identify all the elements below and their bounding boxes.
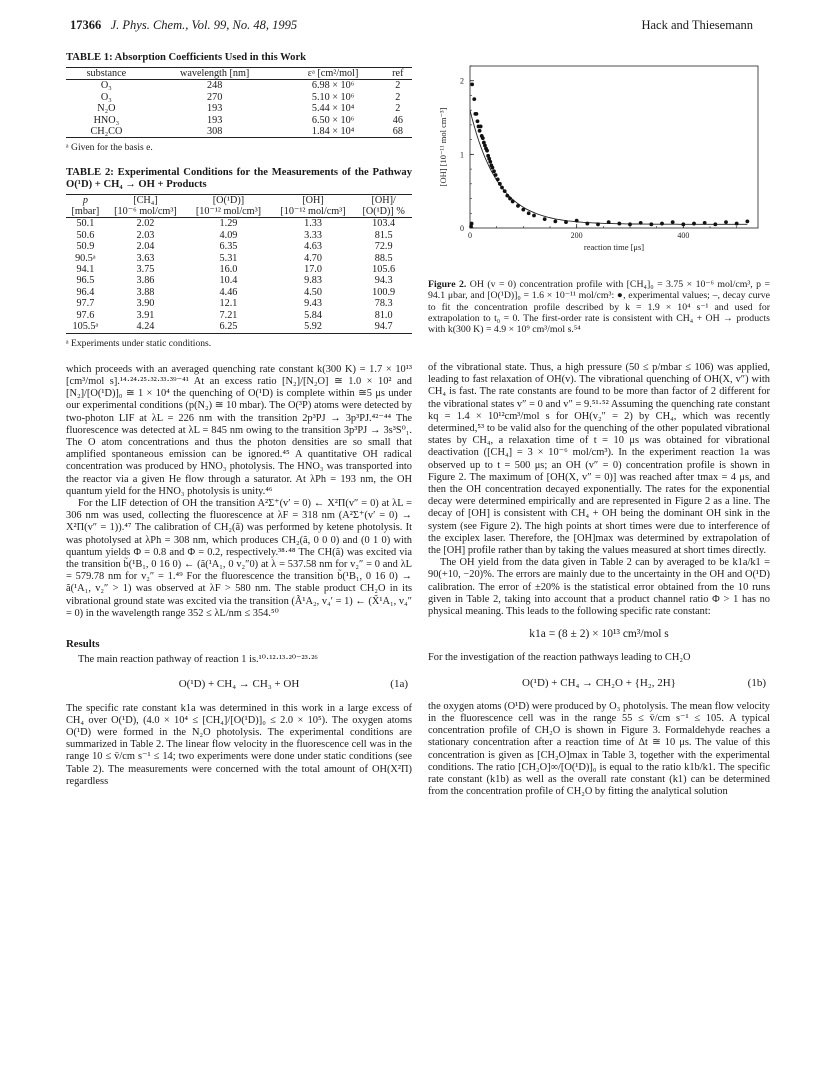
table2-row-cell: 105.5ᵃ <box>66 321 105 333</box>
table2-row-cell: 3.86 <box>136 275 155 287</box>
data-point <box>470 83 474 87</box>
table1-row-cell: 68 <box>384 126 412 138</box>
data-point <box>508 197 512 201</box>
data-point <box>543 217 547 221</box>
table2-row-cell: 5.92 <box>271 321 356 333</box>
left-paragraph-4: The specific rate constant k1a was determined in this work in a large excess of CH₄ over O(¹D), (4.0 × 10⁴ ≤ [CH₄]/[O(¹D)]₀ ≤ 2.0 × 10⁵). The oxygen atoms O(¹D) were formed in the N₂O photolysis. The experimental conditions are summarized in Table 2. The linear flow velocity in the fluorescence cell was in the range 10 ≤ v̄/cm s⁻¹ ≤ 14; two experiments were done under static conditions (see Table 2). The measurements were concerned with the total amount of OH(X²Π) regardless <box>66 702 412 787</box>
table2-caption: TABLE 2: Experimental Conditions for the Measurements of the Pathway O(¹D) + CH₄ → OH + Products <box>66 166 412 190</box>
right-paragraph-1: of the vibrational state. Thus, a high pressure (50 ≤ p/mbar ≤ 106) was applied, leading to fast relaxation of OH(v). The vibrational quenching of OH(X, v″) with CH₄ is fast. The rate constants are found to be more than factor of 2 different for the vibrational states v″ = 0 and v″ = 9.⁵¹·⁵² Assuming the quenching rate constant kq = 1.4 × 10¹²cm³/mol s for OH(v₂″ = 2) by CH₄, which was recently determined,⁵³ to be valid also for the quenching of the other populated vibrational states by CH₄, a relaxation time of t = 10 μs was obtained for vibrational deactivation ([CH₄] = 3 × 10⁻⁶ mol/cm³). In the experiment reaction 1a was observed up to t = 500 μs; an OH (v″ = 0) concentration profile is shown in Figure 2. The maximum of [OH(X, v″ = 0)] was reached after tmax = 4 μs, and then the OH concentration decayed exponentially. The rates for the exponential decay were determined empirically and are represented in Figure 2 as a line. The decay of [OH] is consistent with CH₄ + OH being the dominant OH sink in the system (see Figure 2). The high points at short times were due to interference of the exciplex laser. Therefore, the [OH]max was determined by extrapolation of the [OH] profile rather than by taking the values measured at short times directly. <box>428 362 770 557</box>
table1-row-cell: 6.98 × 10⁶ <box>311 80 355 92</box>
table2-row <box>66 298 412 309</box>
table1-row-cell: O₃ <box>100 91 112 103</box>
data-point <box>553 219 557 223</box>
table2-row-cell: 2.04 <box>136 241 155 253</box>
right-column <box>428 362 770 799</box>
equation-1b <box>428 677 770 689</box>
table2-row-cell: 97.6 <box>76 309 95 321</box>
left-paragraph-1: which proceeds with an averaged quenching rate constant k(300 K) = 1.7 × 10¹³ [cm³/mol s].¹⁴·²⁴·²⁵·³²·³³·³⁹⁻⁴¹ At an excess ratio [N₂]/[N₂O] ≅ 1.0 × 10² and [N₂]/[O(¹D)]₀ ≅ 1 × 10⁴ the quenching of O(¹D) is complete within ≅5 μs under our experimental conditions (p(N₂) ≅ 10 mbar). The O(³P) atoms were detected by two-photon LIF at λL = 226 nm with the transition 2p³PJ → 3p³PJ.⁴²⁻⁴⁴ The fluorescence was detected at λL = 845 nm owing to the transition 3p³PJ → 3s³S⁰₁. The O atom concentrations and thus the photon densities are so small that amplified spontaneous emission can be ignored.⁴⁵ A quantitative OH radical concentration was produced by HNO₃ photolysis. The HNO₃ was transported into the reactor via a given He flow through a saturator. At λPh = 193 nm, the OH quantum yield for the HNO₃ photolysis is unity.⁴⁶ <box>66 363 412 497</box>
table1-row-cell: HNO₃ <box>93 114 120 126</box>
data-point <box>660 222 664 226</box>
data-point <box>498 182 502 186</box>
plot-frame <box>470 66 758 228</box>
data-point <box>494 173 498 177</box>
table2-row-cell: 103.4 <box>372 218 396 230</box>
data-point <box>596 222 600 226</box>
table1-row-cell: 308 <box>147 126 283 138</box>
table2-row-cell: 4.70 <box>304 252 322 264</box>
equation-1b-text: O(¹D) + CH₄ → CH₂O + {H₂, 2H} <box>522 676 676 689</box>
data-point <box>479 124 483 128</box>
table2-row-cell: 4.63 <box>304 241 322 253</box>
table2-row <box>66 264 412 275</box>
figure-2 <box>428 58 770 335</box>
table2-row-cell: 4.24 <box>105 321 186 333</box>
data-point <box>478 129 482 133</box>
table2-row-cell: 94.7 <box>355 321 412 333</box>
table1-header-cell: εᵃ [cm²/mol] <box>283 68 384 80</box>
data-point-early <box>470 222 474 226</box>
data-point <box>476 119 480 123</box>
table1-row-cell: 5.10 × 10⁶ <box>311 91 355 103</box>
figure-2-caption-label: Figure 2. <box>428 279 467 290</box>
table2-row-cell: 3.88 <box>136 286 155 298</box>
table2-row-cell: 50.9 <box>76 241 95 253</box>
table2-row <box>66 253 412 264</box>
table2-row-cell: 97.7 <box>76 298 95 310</box>
y-tick-label: 2 <box>460 76 464 86</box>
data-point <box>713 222 717 226</box>
data-point <box>617 222 621 226</box>
table2-row <box>66 275 412 286</box>
right-paragraph-3: For the investigation of the reaction pathways leading to CH₂O <box>428 652 691 664</box>
table2-row-cell: 5.84 <box>304 309 322 321</box>
running-header-left <box>70 18 297 33</box>
table2-row-cell: 72.9 <box>374 241 393 253</box>
table2-row <box>66 241 412 252</box>
table2-row-cell: 5.31 <box>219 252 238 264</box>
table1-row-cell: 248 <box>207 80 223 92</box>
table1-row-cell: 46 <box>392 114 403 126</box>
table2-unit-cell: [O(¹D)] % <box>355 206 412 218</box>
table2-row-cell: 3.33 <box>304 229 322 241</box>
table2-row-cell: 50.1 <box>76 218 95 230</box>
data-point <box>496 178 500 182</box>
table2-header-cell: p <box>66 194 105 206</box>
table2-row-cell: 105.6 <box>372 264 396 276</box>
data-point <box>564 220 568 224</box>
table2-unit-cell: [10⁻⁶ mol/cm³] <box>105 206 186 218</box>
data-point <box>475 112 479 116</box>
data-point <box>505 194 509 198</box>
x-axis-label: reaction time [μs] <box>583 242 645 252</box>
table2-row-cell: 4.50 <box>304 286 322 298</box>
table1-row-cell: 2 <box>395 91 401 103</box>
journal-citation: J. Phys. Chem., Vol. 99, No. 48, 1995 <box>110 18 298 32</box>
table2-row-cell: 81.0 <box>374 309 393 321</box>
data-point <box>503 189 507 193</box>
data-point <box>527 211 531 215</box>
table2-row <box>66 287 412 298</box>
figure-2-caption-text: OH (v = 0) concentration profile with [CH₄]₀ = 3.75 × 10⁻⁶ mol/cm³, p = 94.1 μbar, and [O(¹D)]₀ = 1.6 × 10⁻¹¹ mol/cm³: ●, experimental values; –, decay curve to fit the concentration profile described by k = 1.9 × 10⁴ s⁻¹ and used for extrapolation to t₀ = 0. The first-order rate is consistent with CH₄ + OH → products with k(300 K) = 4.9 × 10⁹ cm³/mol s.⁵⁴ <box>428 279 770 336</box>
table1-row <box>66 92 412 103</box>
table2-row-cell: 90.5ᵃ <box>75 252 96 264</box>
table2-header-cell: [O(¹D)] <box>186 194 271 206</box>
table1-row-cell: 193 <box>207 103 223 115</box>
table2-row <box>66 218 412 230</box>
data-point <box>735 222 739 226</box>
table1-row-cell: 5.44 × 10⁴ <box>311 103 355 115</box>
table1-row-cell: 193 <box>207 114 223 126</box>
table2-row <box>66 230 412 241</box>
table2-row-cell: 100.9 <box>372 286 396 298</box>
equation-1b-number: (1b) <box>747 676 766 689</box>
figure-2-plot <box>428 58 770 272</box>
data-point <box>500 186 504 190</box>
table2-row-cell: 9.83 <box>304 275 322 287</box>
data-point <box>649 222 653 226</box>
table2-row-cell: 81.5 <box>374 229 393 241</box>
table2-row-cell: 50.6 <box>76 229 95 241</box>
table2-row-cell: 6.35 <box>219 241 238 253</box>
table1-header-cell: substance <box>66 68 147 80</box>
table2-row-cell: 78.3 <box>374 298 393 310</box>
table2-row-cell: 88.5 <box>374 252 393 264</box>
page-number: 17366 <box>70 18 102 32</box>
equation-1a <box>66 678 412 690</box>
table2-row-cell: 3.63 <box>136 252 155 264</box>
table2-header-cell: [OH]/ <box>355 194 412 206</box>
x-tick-label: 200 <box>570 231 583 240</box>
equation-k1a <box>428 628 770 640</box>
data-point <box>492 169 496 173</box>
table2-row-cell: 17.0 <box>304 264 322 276</box>
table2-row-cell: 3.91 <box>136 309 155 321</box>
figure-2-caption <box>428 279 770 335</box>
table2-row-cell: 3.90 <box>136 298 155 310</box>
data-point <box>575 219 579 223</box>
data-point <box>639 221 643 225</box>
table2-row-cell: 10.4 <box>219 275 238 287</box>
data-point <box>585 222 589 226</box>
data-point <box>481 136 485 140</box>
table2-row <box>66 310 412 321</box>
table1-header-cell: wavelength [nm] <box>147 68 283 80</box>
table1-row-cell: CH₂CO <box>66 126 147 138</box>
table2-row-cell: 1.29 <box>219 218 238 230</box>
table2-row-cell: 96.5 <box>76 275 95 287</box>
data-point <box>607 220 611 224</box>
table2-header-cell: [OH] <box>271 194 356 206</box>
table1-row-cell: 2 <box>395 80 401 92</box>
table1-row-cell: 2 <box>395 103 401 115</box>
table1-body <box>66 80 412 138</box>
table2-row-cell: 12.1 <box>219 298 238 310</box>
left-paragraph-2: For the LIF detection of OH the transition A²Σ⁺(v′ = 0) ← X²Π(v″ = 0) at λL = 306 nm was used, collecting the fluorescence at λF = 318 nm (A²Σ⁺(v′ = 0) → X²Π(v″ = 1)).⁴⁷ The calibration of CH₂(ã) was performed by ketene photolysis. It was photolysed at λPh = 308 nm, which produces CH₂(ã, 0 0 0) and (0 1 0) with quantum yields Φ = 0.8 and Φ = 0.2, respectively.³⁸·⁴⁸ The CH(ã) was excited via the transition b̃(¹B₁, 0 16 0) ← (ã(¹A₁, 0 v₂″0) at λ = 537.58 nm for v₂″ = 0 and λL = 579.78 nm for v₂″ = 1.⁴⁹ For the fluorescence the transition b̃(¹B₁, 0 16 0) → ã(¹A₁, v₂″ > 1) was observed at λF > 580 nm. The stable product CH₂O in its vibrational ground state was excited via the transition (Ã¹A₂, v₄′ = 1) ← (X̃¹A₁, v₄″ = 0) in the wavelength range 352 ≤ λL/nm ≤ 354.⁵⁰ <box>66 497 412 619</box>
table2-body <box>66 218 412 333</box>
left-paragraph-3: The main reaction pathway of reaction 1 is.¹⁰·¹²·¹³·²⁰⁻²³·²⁶ <box>78 654 318 666</box>
data-point <box>703 221 707 225</box>
equation-1a-number: (1a) <box>390 678 408 691</box>
table2-row-cell: 3.75 <box>136 264 155 276</box>
table2-row-cell: 4.46 <box>219 286 238 298</box>
equation-k1a-text: k1a = (8 ± 2) × 10¹³ cm³/mol s <box>529 628 669 641</box>
table1-row-cell: N₂O <box>97 103 116 115</box>
table1-footnote: ᵃ Given for the basis e. <box>66 142 153 154</box>
x-tick-label: 0 <box>468 231 472 240</box>
data-point <box>516 204 520 208</box>
data-point <box>511 200 515 204</box>
table1-header-cell: ref <box>384 68 412 80</box>
data-point <box>692 222 696 226</box>
table1 <box>66 67 412 138</box>
data-point <box>532 214 536 218</box>
table1-row-cell: 1.84 × 10⁴ <box>283 126 384 138</box>
table1-row <box>66 103 412 114</box>
table1-row-cell: 270 <box>207 91 223 103</box>
y-tick-label: 0 <box>460 224 464 233</box>
table2-row-cell: 7.21 <box>219 309 238 321</box>
y-axis-label: [OH] [10⁻¹¹ mol cm⁻³] <box>438 107 448 187</box>
table2-row-cell: 96.4 <box>76 286 95 298</box>
table2-row-cell: 9.43 <box>304 298 322 310</box>
equation-1a-text: O(¹D) + CH₄ → CH₃ + OH <box>178 678 300 691</box>
table2-row <box>66 321 412 333</box>
table2 <box>66 194 412 334</box>
data-point <box>485 149 489 153</box>
table2-footnote: ᵃ Experiments under static conditions. <box>66 337 212 349</box>
data-point <box>724 220 728 224</box>
x-tick-label: 400 <box>677 231 690 240</box>
table1-row <box>66 80 412 92</box>
table2-row-cell: 4.09 <box>219 229 238 241</box>
table2-row-cell: 2.03 <box>136 229 155 241</box>
data-point <box>681 222 685 226</box>
table1-row <box>66 126 412 138</box>
section-heading-results: Results <box>66 637 100 650</box>
table1-caption: TABLE 1: Absorption Coefficients Used in this Work <box>66 52 307 63</box>
running-header-authors: Hack and Thiesemann <box>641 18 753 32</box>
table2-row-cell: 6.25 <box>186 321 271 333</box>
table2-unit-cell: [10⁻¹² mol/cm³] <box>271 206 356 218</box>
data-point <box>491 166 495 170</box>
table2-unit-cell: [mbar] <box>66 206 105 218</box>
data-point <box>488 160 492 164</box>
table2-row-cell: 2.02 <box>136 218 155 230</box>
table2-row-cell: 94.1 <box>76 264 95 276</box>
y-tick-label: 1 <box>460 150 464 160</box>
table2-header-cell: [CH₄] <box>105 194 186 206</box>
left-column <box>66 52 412 788</box>
data-point <box>628 222 632 226</box>
data-point <box>671 220 675 224</box>
table2-row-cell: 94.3 <box>374 275 393 287</box>
fit-curve-line <box>470 110 747 224</box>
table1-row <box>66 115 412 126</box>
data-point <box>745 219 749 223</box>
data-point <box>472 97 476 101</box>
right-paragraph-2: The OH yield from the data given in Table 2 can by averaged to be k1a/k1 = 90(+10, −20)%. The errors are mainly due to the uncertainty in the OH and O(¹D) calibration. The error of ±20% is the statistical error obtained from the 10 runs given in Table 2, taking into account that a product channel ratio Φ > 1 has no physical meaning. This leads to the following specific rate constant: <box>428 557 770 618</box>
table2-unit-cell: [10⁻¹² mol/cm³] <box>186 206 271 218</box>
table2-row-cell: 1.33 <box>304 218 322 230</box>
table2-row-cell: 16.0 <box>219 264 238 276</box>
data-point <box>521 208 525 212</box>
table1-row-cell: O₃ <box>100 80 112 92</box>
right-paragraph-4: the oxygen atoms (O¹D) were produced by O₃ photolysis. The mean flow velocity in the fluorescence cell was in the range 55 ≤ v̄/cm s⁻¹ ≤ 105. A typical concentration profile of CH₂O is shown in Figure 3. Formaldehyde reaches a stationary concentration after a reaction time of Δt ≅ 10 μs. The value of this concentration is given as [CH₂O]max in Table 3, together with the experimental conditions. The ratio [CH₂O]∞/[O(¹D)]₀ is equal to the ratio k1b/k1. The specific rate constant (k1b) as well as the overall rate constant (k1) can be determined from the concentration profile of CH₂O by fitting the analytical solution <box>428 700 770 798</box>
table1-row-cell: 6.50 × 10⁶ <box>311 114 355 126</box>
